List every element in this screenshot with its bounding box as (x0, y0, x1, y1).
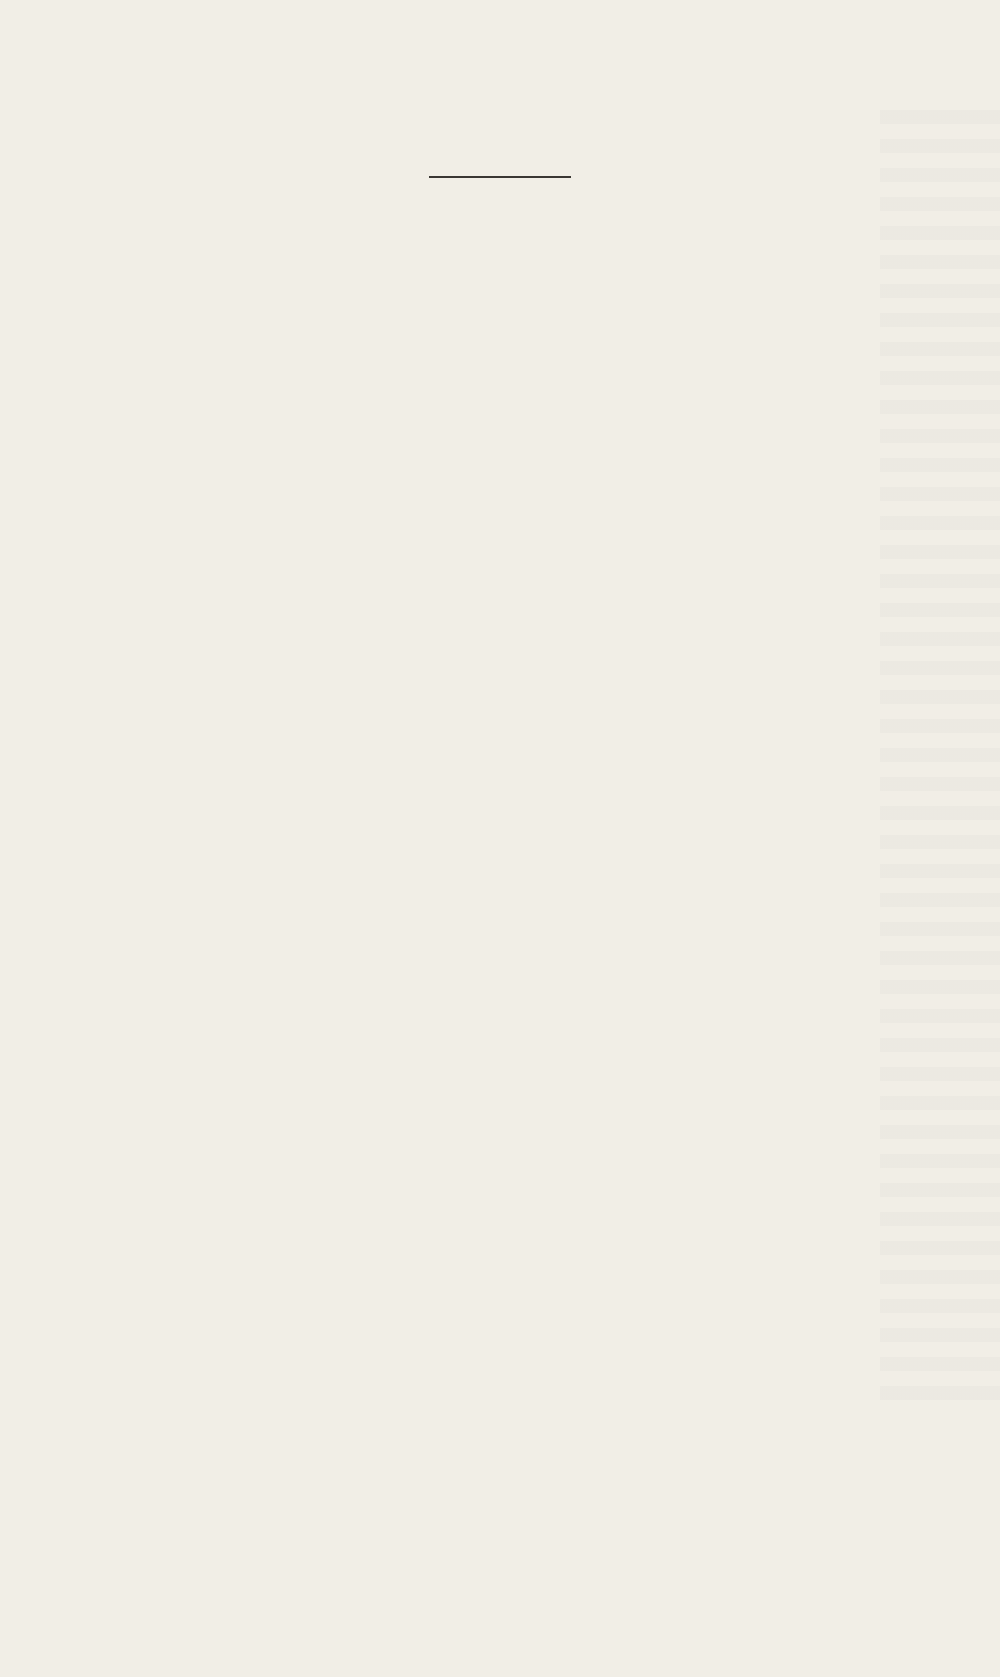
footnotes-section (100, 262, 905, 1146)
footnote-3 (100, 332, 905, 367)
footnote-8 (100, 596, 905, 631)
footnote-10 (100, 696, 905, 731)
page-content (100, 126, 905, 1146)
page-header (100, 66, 905, 102)
footnote-1 (100, 262, 905, 297)
footnote-5 (100, 403, 905, 438)
footnote-2 (100, 297, 905, 332)
footnote-7 (100, 561, 905, 596)
footnote-11 (100, 731, 905, 1146)
footnote-4 (100, 368, 905, 403)
footnote-6 (100, 438, 905, 561)
footnote-9 (100, 631, 905, 695)
section-divider (429, 176, 571, 178)
